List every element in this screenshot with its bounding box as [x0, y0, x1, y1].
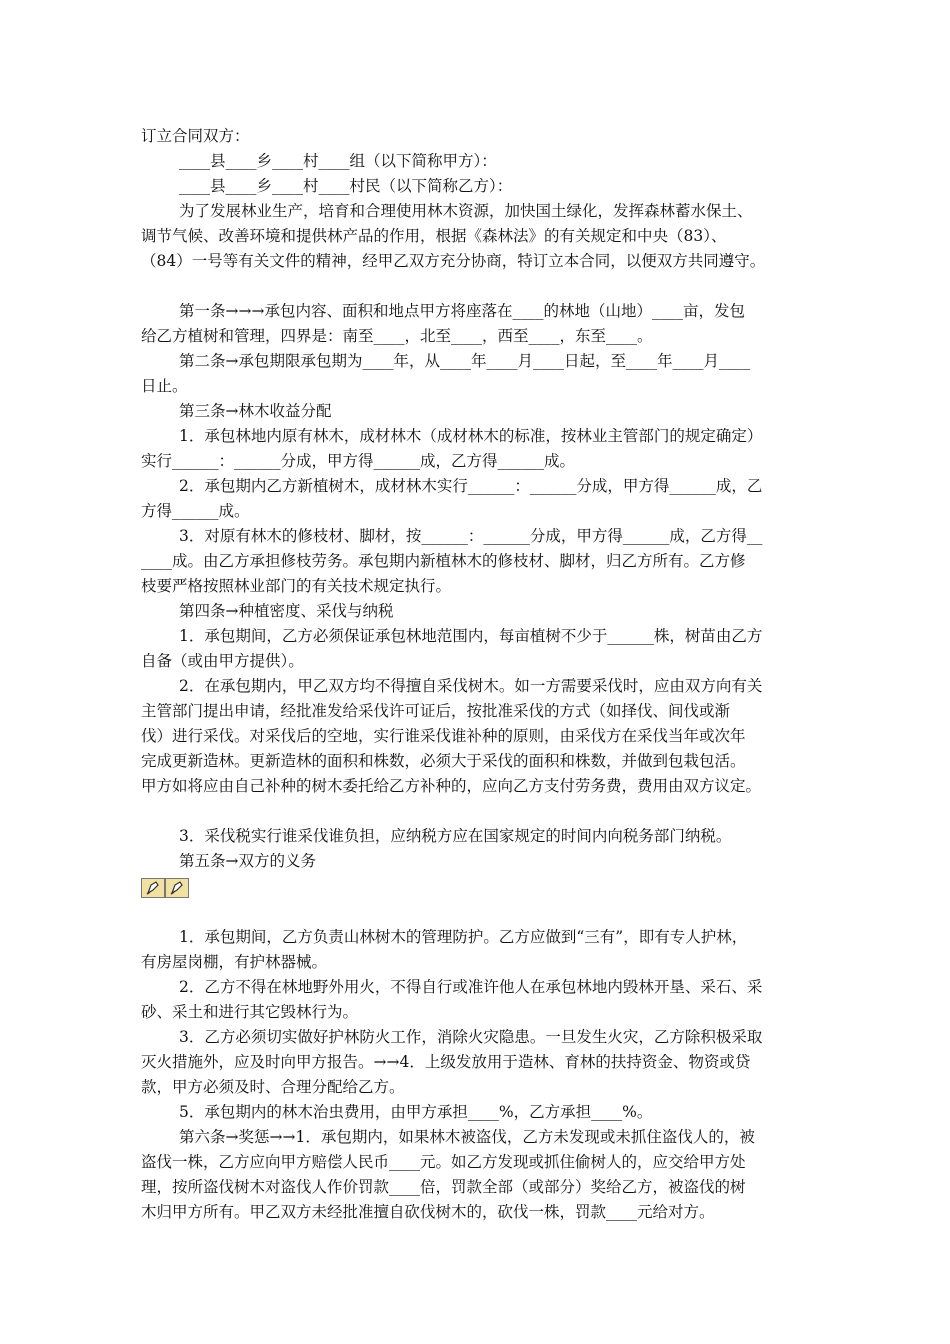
article-3-line: 实行______：______分成，甲方得______成，乙方得______成。 [141, 452, 576, 470]
article-4-line: 伐）进行采伐。对采伐后的空地，实行谁采伐谁补种的原则，由采伐方在采伐当年或次年 [141, 727, 746, 745]
party-b-line: ____县____乡____村____村民（以下简称乙方）： [179, 177, 513, 195]
article-4-line: 3．采伐税实行谁采伐谁负担，应纳税方应在国家规定的时间内向税务部门纳税。 [179, 827, 732, 845]
article-4-line: 自备（或由甲方提供）。 [141, 652, 304, 670]
embedded-icons [141, 874, 807, 900]
article-5-line: 有房屋岗棚，有护林器械。 [141, 953, 328, 971]
article-4-line: 完成更新造林。更新造林的面积和株数，必须大于采伐的面积和株数，并做到包栽包活。 [141, 752, 746, 770]
article-5-line: 3．乙方必须切实做好护林防火工作，消除火灾隐患。一旦发生火灾，乙方除积极采取 [179, 1028, 763, 1046]
article-5-line: 5．承包期内的林木治虫费用，由甲方承担____%，乙方承担____%。 [179, 1103, 653, 1121]
article-6-line: 理，按所盗伐树木对盗伐人作价罚款____倍，罚款全部（或部分）奖给乙方，被盗伐的树 [141, 1178, 746, 1196]
article-3-heading: 第三条→林木收益分配 [179, 402, 332, 420]
article-6-line: 盗伐一株，乙方应向甲方赔偿人民币____元。如乙方发现或抓住偷树人的，应交给甲方处 [141, 1153, 746, 1171]
article-6-line: 第六条→奖惩→→1．承包期内，如果林木被盗伐，乙方未发现或未抓住盗伐人的，被 [179, 1128, 755, 1146]
article-5-line: 1．承包期间，乙方负责山林树木的管理防护。乙方应做到“三有”，即有专人护林， [179, 928, 748, 946]
party-a-line: ____县____乡____村____组（以下简称甲方）： [179, 152, 497, 170]
article-3-line: 枝要严格按照林业部门的有关技术规定执行。 [141, 577, 452, 595]
blank-line [141, 900, 807, 925]
preamble-line: 为了发展林业生产，培育和合理使用林木资源，加快国土绿化，发挥森林蓄水保土、 [179, 202, 753, 220]
article-3-line: 方得______成。 [141, 502, 250, 520]
article-4-line: 1．承包期间，乙方必须保证承包林地范围内，每亩植树不少于______株，树苗由乙方 [179, 627, 763, 645]
article-4-line: 甲方如将应由自己补种的树木委托给乙方补种的，应向乙方支付劳务费，费用由双方议定。 [141, 777, 762, 795]
pen-icon [141, 878, 165, 898]
article-1-line: 第一条→→→承包内容、面积和地点甲方将座落在____的林地（山地）____亩，发包 [179, 302, 745, 320]
preamble-line: 调节气候、改善环境和提供林产品的作用，根据《森林法》的有关规定和中央（83）、 [141, 227, 727, 245]
preamble-line: （84）一号等有关文件的精神，经甲乙双方充分协商，特订立本合同，以便双方共同遵守。 [141, 252, 766, 270]
contract-body [141, 124, 807, 1225]
pen-icon [165, 878, 189, 898]
article-4-line: 2．在承包期内，甲乙双方均不得擅自采伐树木。如一方需要采伐时，应由双方向有关 [179, 677, 763, 695]
article-3-line: 2．承包期内乙方新植树木，成材林木实行______：______分成，甲方得______成，乙 [179, 477, 763, 495]
article-5-heading: 第五条→双方的义务 [179, 852, 316, 870]
article-2-line: 第二条→承包期限承包期为____年，从____年____月____日起，至____年____月____ [179, 352, 750, 370]
blank-line [141, 799, 807, 824]
article-3-line: 1．承包林地内原有林木，成材林木（成材林木的标准，按林业主管部门的规定确定） [179, 427, 763, 445]
article-5-line: 款，甲方必须及时、合理分配给乙方。 [141, 1078, 405, 1096]
intro-heading: 订立合同双方： [141, 127, 250, 145]
article-5-line: 灭火措施外，应及时向甲方报告。→→4．上级发放用于造林、育林的扶持资金、物资或贷 [141, 1053, 751, 1071]
article-5-line: 砂、采土和进行其它毁林行为。 [141, 1003, 359, 1021]
article-4-heading: 第四条→种植密度、采伐与纳税 [179, 602, 394, 620]
article-3-line: ____成。由乙方承担修枝劳务。承包期内新植林木的修枝材、脚材，归乙方所有。乙方修 [141, 552, 746, 570]
article-2-line: 日止。 [141, 377, 188, 395]
article-1-line: 给乙方植树和管理，四界是：南至____，北至____，西至____，东至____。 [141, 327, 653, 345]
article-3-line: 3．对原有林木的修枝材、脚材，按______：______分成，甲方得______成，乙方得__ [179, 527, 763, 545]
article-4-line: 主管部门提出申请，经批准发给采伐许可证后，按批准采伐的方式（如择伐、间伐或渐 [141, 702, 731, 720]
blank-line [141, 274, 807, 299]
article-5-line: 2．乙方不得在林地野外用火，不得自行或准许他人在承包林地内毁林开垦、采石、采 [179, 978, 763, 996]
article-6-line: 木归甲方所有。甲乙双方未经批准擅自砍伐树木的，砍伐一株，罚款____元给对方。 [141, 1203, 715, 1221]
